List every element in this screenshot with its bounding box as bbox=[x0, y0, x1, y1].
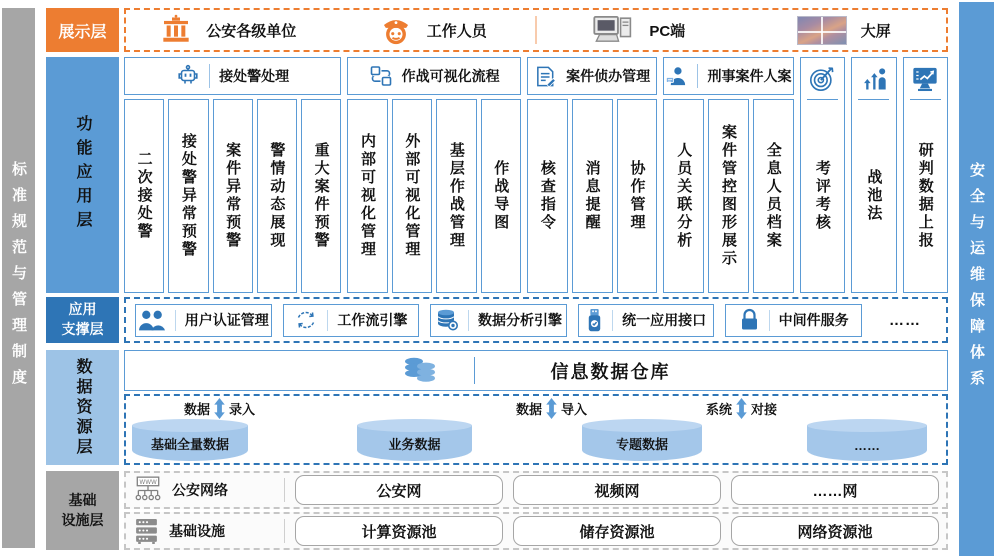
flow-to-label: 导入 bbox=[561, 402, 588, 417]
app-group-header bbox=[663, 57, 793, 95]
application-layer-panel bbox=[124, 57, 948, 293]
app-module bbox=[347, 99, 387, 293]
support-item-workflow-engine bbox=[283, 304, 420, 337]
monitor-chart-icon bbox=[911, 65, 939, 93]
data-cylinder-base-full bbox=[132, 419, 248, 461]
layer-tag-support bbox=[46, 297, 119, 343]
presentation-item-big-screen bbox=[742, 16, 947, 45]
security-ops-side-bar bbox=[959, 2, 994, 556]
app-group-case-investigation bbox=[527, 57, 657, 293]
warehouse-divider bbox=[474, 357, 475, 384]
app-module bbox=[753, 99, 794, 293]
target-icon bbox=[808, 65, 836, 93]
sync-icon bbox=[369, 64, 393, 88]
layer-tag-infrastructure bbox=[46, 471, 119, 550]
app-module bbox=[708, 99, 749, 293]
infra-box-label: 公安网 bbox=[376, 482, 422, 500]
layer-tag-data-label: 数据资源层 bbox=[74, 357, 91, 458]
header-divider bbox=[697, 64, 698, 88]
icon-wrap bbox=[807, 65, 838, 100]
app-standalone-label: 考评考核 bbox=[813, 160, 831, 232]
app-standalone-battle-pool bbox=[851, 57, 896, 293]
app-module-label: 重大案件预警 bbox=[312, 142, 330, 250]
svg-text:WWW: WWW bbox=[139, 479, 157, 486]
app-module-label: 接处警异常预警 bbox=[179, 133, 197, 259]
app-group-columns bbox=[347, 99, 521, 293]
app-standalone-data-report bbox=[903, 57, 948, 293]
icon-wrap bbox=[858, 65, 889, 100]
infra-facility-row bbox=[124, 512, 948, 550]
up-down-arrow-icon bbox=[214, 398, 225, 419]
presentation-item-pc bbox=[537, 14, 742, 46]
growth-icon bbox=[860, 65, 888, 93]
support-ellipsis: …… bbox=[888, 311, 921, 329]
app-standalone-label: 研判数据上报 bbox=[916, 142, 934, 250]
support-box-divider bbox=[175, 310, 176, 331]
support-box-divider bbox=[327, 310, 328, 331]
app-module bbox=[481, 99, 521, 293]
infra-box-label: 视频网 bbox=[594, 482, 640, 500]
infra-divider bbox=[284, 519, 285, 543]
database-cluster-icon bbox=[402, 355, 438, 387]
app-module-label: 全息人员档案 bbox=[764, 142, 782, 250]
layer-tag-presentation bbox=[46, 8, 119, 52]
app-module bbox=[527, 99, 568, 293]
data-resource-panel bbox=[124, 394, 948, 465]
flow-from-label: 数据 bbox=[184, 402, 211, 417]
standards-side-bar bbox=[2, 8, 35, 548]
flow-to-label: 对接 bbox=[751, 402, 778, 417]
infra-divider bbox=[284, 478, 285, 502]
app-module-label: 协作管理 bbox=[628, 160, 646, 232]
infra-box-label: 网络资源池 bbox=[797, 523, 873, 541]
infra-box-other-net bbox=[731, 475, 939, 505]
app-group-title: 刑事案件人案 bbox=[707, 68, 792, 84]
presentation-item-label: PC端 bbox=[649, 22, 686, 40]
app-group-title: 作战可视化流程 bbox=[401, 68, 500, 84]
support-box-divider bbox=[468, 310, 469, 331]
lock-icon bbox=[739, 308, 760, 332]
app-module-label: 基层作战管理 bbox=[447, 142, 465, 250]
video-wall-icon bbox=[797, 16, 847, 45]
data-cylinder-business bbox=[357, 419, 472, 461]
app-module-label: 案件管控图形展示 bbox=[720, 124, 737, 268]
up-down-arrow-icon bbox=[546, 398, 557, 419]
layer-tag-data bbox=[46, 350, 119, 465]
app-group-combat-visualization bbox=[347, 57, 521, 293]
layer-tag-infrastructure-line1: 基础 bbox=[68, 491, 97, 508]
support-item-data-analysis-engine bbox=[430, 304, 567, 337]
app-module bbox=[436, 99, 476, 293]
layer-tag-presentation-label: 展示层 bbox=[58, 23, 107, 41]
presentation-item-police-units bbox=[126, 14, 331, 46]
app-module bbox=[572, 99, 613, 293]
app-module bbox=[663, 99, 704, 293]
standards-side-bar-label: 标准规范与管理制度 bbox=[10, 161, 27, 395]
app-module-label: 外部可视化管理 bbox=[403, 133, 421, 259]
layer-tag-infrastructure-line2: 设施层 bbox=[61, 511, 104, 528]
warehouse-title: 信息数据仓库 bbox=[550, 361, 671, 382]
police-officer-icon bbox=[379, 13, 413, 47]
support-item-label: 工作流引擎 bbox=[337, 312, 408, 328]
app-group-header bbox=[347, 57, 521, 95]
app-standalone-assessment bbox=[800, 57, 845, 293]
support-item-user-auth bbox=[135, 304, 272, 337]
app-module-label: 消息提醒 bbox=[583, 160, 601, 232]
app-module bbox=[392, 99, 432, 293]
app-group-criminal-case bbox=[663, 57, 793, 293]
app-module-label: 警情动态展现 bbox=[268, 142, 286, 250]
cylinder-label: …… bbox=[854, 438, 880, 453]
support-item-label: 中间件服务 bbox=[778, 312, 849, 328]
app-group-title: 案件侦办管理 bbox=[566, 68, 651, 84]
cylinder-label: 基础全量数据 bbox=[150, 437, 229, 452]
server-icon bbox=[133, 517, 160, 545]
presentation-item-staff bbox=[331, 13, 536, 47]
document-edit-icon bbox=[534, 65, 557, 88]
security-ops-side-bar-label: 安全与运维保障体系 bbox=[968, 162, 985, 396]
app-group-columns bbox=[527, 99, 657, 293]
icon-wrap bbox=[910, 65, 941, 100]
support-layer-panel bbox=[124, 297, 948, 343]
support-item-middleware bbox=[725, 304, 862, 337]
support-box-divider bbox=[612, 310, 613, 331]
app-group-header bbox=[527, 57, 657, 95]
app-module-label: 作战导图 bbox=[492, 160, 510, 232]
app-module bbox=[124, 99, 164, 293]
layer-tag-support-line2: 支撑层 bbox=[61, 321, 104, 337]
support-item-label: 用户认证管理 bbox=[184, 312, 269, 328]
app-module bbox=[617, 99, 658, 293]
data-flow-connect bbox=[706, 398, 777, 419]
support-item-label: 数据分析引擎 bbox=[477, 312, 562, 328]
database-search-icon bbox=[435, 308, 459, 332]
infra-network-row bbox=[124, 471, 948, 509]
app-group-alarm-handling bbox=[124, 57, 341, 293]
app-module-label: 二次接处警 bbox=[135, 151, 153, 241]
infra-box-label: ……网 bbox=[812, 482, 858, 500]
app-module-label: 案件异常预警 bbox=[224, 142, 242, 250]
infra-row-label: 基础设施 bbox=[169, 523, 225, 539]
flow-to-label: 录入 bbox=[229, 402, 256, 417]
support-box-divider bbox=[769, 310, 770, 331]
data-warehouse-box bbox=[124, 350, 948, 391]
infra-box-label: 储存资源池 bbox=[579, 523, 655, 541]
app-group-title: 接处警处理 bbox=[219, 68, 290, 84]
infra-row-label: 公安网络 bbox=[172, 482, 228, 498]
flow-from-label: 数据 bbox=[516, 402, 543, 417]
robot-icon bbox=[176, 64, 200, 88]
layer-tag-support-line1: 应用 bbox=[68, 301, 97, 318]
infra-box-network-pool bbox=[731, 516, 939, 546]
cylinder-label: 专题数据 bbox=[615, 437, 668, 452]
pc-icon bbox=[593, 14, 635, 46]
app-module bbox=[213, 99, 253, 293]
app-group-header bbox=[124, 57, 341, 95]
app-module bbox=[257, 99, 297, 293]
data-flow-import bbox=[516, 398, 587, 419]
app-module-label: 人员关联分析 bbox=[675, 142, 693, 250]
presentation-item-label: 公安各级单位 bbox=[206, 22, 297, 40]
app-module-label: 内部可视化管理 bbox=[358, 133, 376, 259]
data-cylinder-more bbox=[807, 419, 927, 461]
workflow-icon bbox=[294, 308, 318, 332]
support-item-unified-api bbox=[578, 304, 715, 337]
data-flow-entry bbox=[184, 398, 255, 419]
network-icon bbox=[133, 476, 163, 504]
app-standalone-label: 战池法 bbox=[865, 169, 883, 223]
cylinder-label: 业务数据 bbox=[388, 437, 441, 452]
presentation-item-label: 大屏 bbox=[860, 22, 891, 40]
flow-from-label: 系统 bbox=[706, 402, 733, 417]
app-module bbox=[168, 99, 208, 293]
app-group-columns bbox=[663, 99, 793, 293]
presentation-item-label: 工作人员 bbox=[426, 22, 487, 40]
infra-box-label: 计算资源池 bbox=[361, 523, 437, 541]
data-cylinder-topic bbox=[582, 419, 702, 461]
app-module bbox=[301, 99, 341, 293]
presentation-layer-panel bbox=[124, 8, 948, 52]
layer-tag-application bbox=[46, 57, 119, 293]
up-down-arrow-icon bbox=[736, 398, 747, 419]
infra-box-storage-pool bbox=[513, 516, 721, 546]
support-item-label: 统一应用接口 bbox=[622, 312, 707, 328]
infra-box-compute-pool bbox=[295, 516, 503, 546]
usb-icon bbox=[586, 308, 603, 333]
header-divider bbox=[209, 64, 210, 88]
government-building-icon bbox=[160, 14, 192, 46]
layer-tag-application-label: 功能应用层 bbox=[74, 115, 91, 235]
infra-box-police-net bbox=[295, 475, 503, 505]
infra-box-video-net bbox=[513, 475, 721, 505]
users-icon bbox=[138, 309, 166, 332]
person-id-icon bbox=[665, 65, 688, 88]
app-group-columns bbox=[124, 99, 341, 293]
app-module-label: 核查指令 bbox=[538, 160, 556, 232]
